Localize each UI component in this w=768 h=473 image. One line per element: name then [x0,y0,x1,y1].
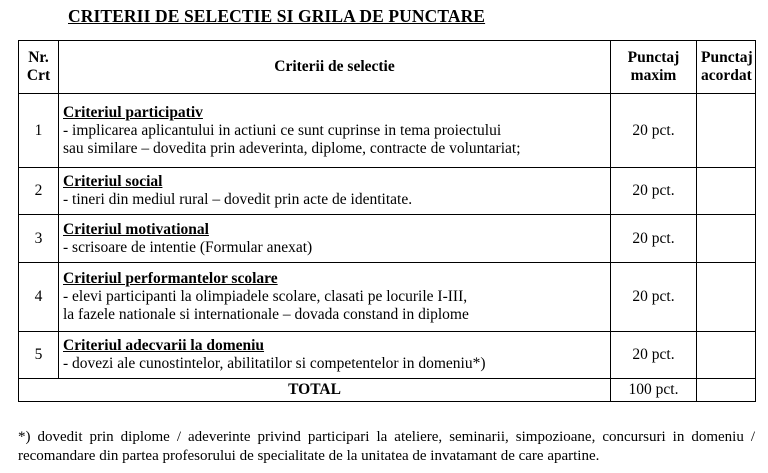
criterion-description-line: - tineri din mediul rural – dovedit prin acte de identitate. [63,191,413,208]
awarded-points [697,94,756,168]
criterion-description-line: - scrisoare de intentie (Formular anexat) [63,238,313,256]
criterion-cell [59,263,611,332]
total-label: TOTAL [19,379,611,402]
criterion-cell [59,168,611,215]
header-criterii: Criterii de selectie [59,41,611,94]
criterion-description-line: - dovezi ale cunostintelor, abilitatilor si competentelor in domeniu*) [63,355,486,372]
total-max-points: 100 pct. [611,379,697,402]
max-points: 20 pct. [611,94,697,168]
max-points: 20 pct. [611,332,697,379]
criteria-table [18,40,756,402]
row-number: 2 [19,168,59,215]
criterion-title: Criteriul adecvarii la domeniu [63,337,265,354]
header-maxim-line1: Punctaj [627,49,680,66]
header-nr-line1: Nr. [28,49,49,66]
max-points: 20 pct. [611,168,697,215]
header-nr-line2: Crt [26,67,51,84]
criterion-title: Criteriul participativ [63,103,203,121]
criterion-description-line: - elevi participanti la olimpiadele scolare, clasati pe locurile I-III, [63,288,468,305]
table-row [19,263,756,332]
row-number: 1 [19,94,59,168]
criterion-cell [59,94,611,168]
total-awarded-points [697,379,756,402]
awarded-points [697,168,756,215]
criterion-description-line: la fazele nationale si internationale – dovada constand in diplome [63,306,469,323]
document-title: CRITERII DE SELECTIE SI GRILA DE PUNCTARE [68,6,486,26]
table-row [19,94,756,168]
criterion-description-line: - implicarea aplicantului in actiuni ce sunt cuprinse in tema proiectului [63,121,502,139]
criterion-title: Criteriul performantelor scolare [63,270,278,287]
footnote: *) dovedit prin diplome / adeverinte privind participari la ateliere, seminarii, simpozioane, concursuri in domeniu / recomandare din partea profesorului de specialitate de la unitatea de invatamant de care apartine. [18,429,755,464]
criterion-cell [59,332,611,379]
header-nr-crt [19,41,59,94]
header-punctaj-maxim [611,41,697,94]
max-points: 20 pct. [611,263,697,332]
header-maxim-line2: maxim [630,67,677,84]
row-number: 5 [19,332,59,379]
table-row [19,332,756,379]
header-acordat-line2: acordat [701,67,752,84]
table-row [19,215,756,263]
table-row [19,168,756,215]
header-punctaj-acordat [697,41,756,94]
awarded-points [697,263,756,332]
criterion-description-line: sau similare – dovedita prin adeverinta, diplome, contracte de voluntariat; [63,139,521,157]
total-row [19,379,756,402]
criterion-title: Criteriul social [63,173,163,190]
max-points: 20 pct. [611,215,697,263]
row-number: 4 [19,263,59,332]
criterion-cell [59,215,611,263]
criterion-title: Criteriul motivational [63,220,209,238]
row-number: 3 [19,215,59,263]
awarded-points [697,332,756,379]
header-row [19,41,756,94]
header-acordat-line1: Punctaj [701,49,753,66]
awarded-points [697,215,756,263]
